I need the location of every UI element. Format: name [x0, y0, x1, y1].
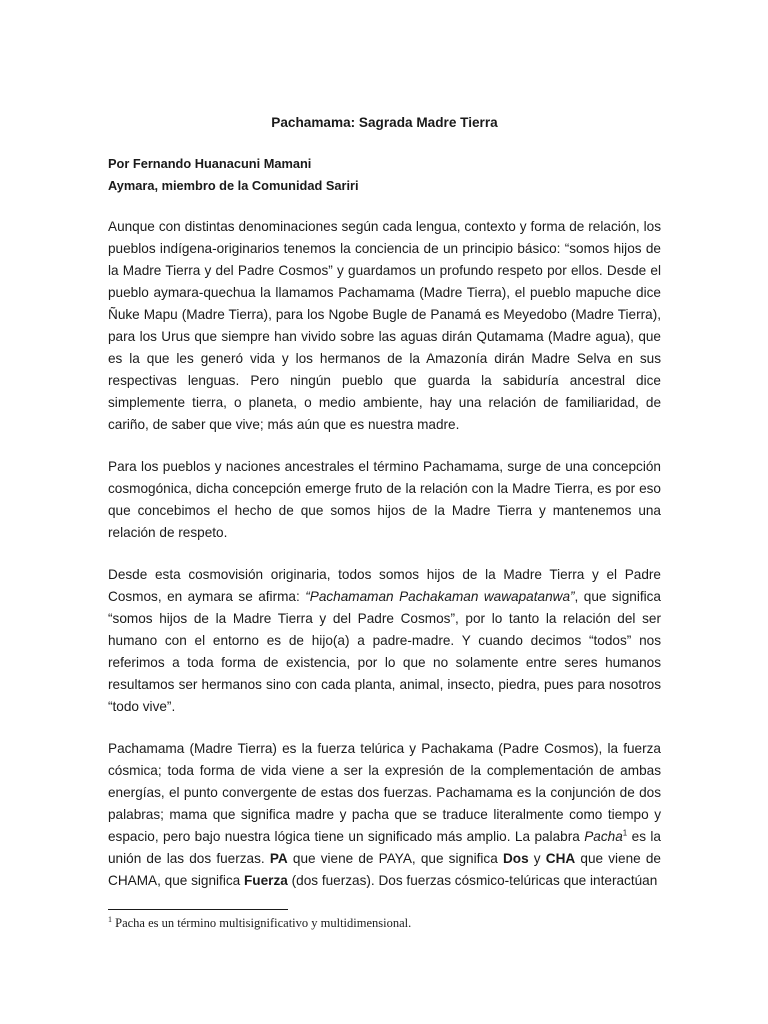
footnote-separator [108, 909, 288, 910]
paragraph-4 [108, 738, 661, 892]
paragraph-3-text-b: , que significa “somos hijos de la Madre Tierra y del Padre Cosmos”, por lo tanto la relación del ser humano con el entorno es de hijo(a) a padre-madre. Y cuando decimos “todos” nos referimos a toda forma de existencia, por lo que no solamente entre seres humanos resultamos ser hermanos sino con cada planta, animal, insecto, piedra, pues para nosotros “todo vive”. [108, 589, 661, 714]
paragraph-2: Para los pueblos y naciones ancestrales el término Pachamama, surge de una concepción cosmogónica, dicha concepción emerge fruto de la relación con la Madre Tierra, es por eso que concebimos el hecho de que somos hijos de la Madre Tierra y mantenemos una relación de respeto. [108, 459, 661, 540]
paragraph-4-text-d: y [528, 851, 546, 866]
paragraph-1: Aunque con distintas denominaciones según cada lengua, contexto y forma de relación, los pueblos indígena-originarios tenemos la conciencia de un principio básico: “somos hijos de la Madre Tierra y del Padre Cosmos” y guardamos un profundo respeto por ellos. Desde el pueblo aymara-quechua la llamamos Pachamama (Madre Tierra), el pueblo mapuche dice Ñuke Mapu (Madre Tierra), para los Ngobe Bugle de Panamá es Meyedobo (Madre Tierra), para los Urus que siempre han vivido sobre las aguas dirán Qutamama (Madre agua), que es la que les generó vida y los hermanos de la Amazonía dirán Madre Selva en sus respectivas lenguas. Pero ningún pueblo que guarda la sabiduría ancestral dice simplemente tierra, o planeta, o medio ambiente, hay una relación de familiaridad, de cariño, de saber que vive; más aún que es nuestra madre. [108, 219, 661, 432]
author-block [108, 153, 661, 197]
paragraph-4-text-a: Pachamama (Madre Tierra) es la fuerza telúrica y Pachakama (Padre Cosmos), la fuerza cósmica; toda forma de vida viene a ser la expresión de la complementación de ambas energías, el punto convergente de estas dos fuerzas. Pachamama es la conjunción de dos palabras; mama que significa madre y pacha que se traduce literalmente como tiempo y espacio, pero bajo nuestra lógica tiene un significado más amplio. La palabra [108, 741, 661, 844]
paragraph-3 [108, 564, 661, 718]
pacha-term: Pacha [584, 829, 623, 844]
term-pa: PA [269, 851, 288, 866]
aymara-phrase: “Pachamaman Pachakaman wawapatanwa” [305, 589, 575, 604]
document-body [108, 112, 661, 912]
footnote-text: Pacha es un término multisignificativo y multidimensional. [112, 916, 412, 930]
paragraph-4-text-b: es la unión de las dos fuerzas. [108, 829, 661, 866]
term-fuerza: Fuerza [244, 873, 288, 888]
term-dos: Dos [502, 851, 529, 866]
term-cha: CHA [545, 851, 576, 866]
footnote-reference[interactable]: 1 [622, 828, 628, 838]
paragraph-4-text-c: que viene de PAYA, que significa [287, 851, 503, 866]
paragraph-3-text-a: Desde esta cosmovisión originaria, todos somos hijos de la Madre Tierra y el Padre Cosmos, en aymara se afirma: [108, 567, 661, 604]
author-name: Por Fernando Huanacuni Mamani [108, 156, 312, 171]
paragraph-4-text-f: (dos fuerzas). Dos fuerzas cósmico-telúricas que interactúan [287, 873, 658, 888]
document-title: Pachamama: Sagrada Madre Tierra [271, 115, 498, 130]
paragraph-4-text-e: que viene de CHAMA, que significa [108, 851, 661, 888]
footnote [108, 914, 668, 932]
author-affiliation: Aymara, miembro de la Comunidad Sariri [108, 178, 359, 193]
footnote-number: 1 [108, 914, 112, 924]
